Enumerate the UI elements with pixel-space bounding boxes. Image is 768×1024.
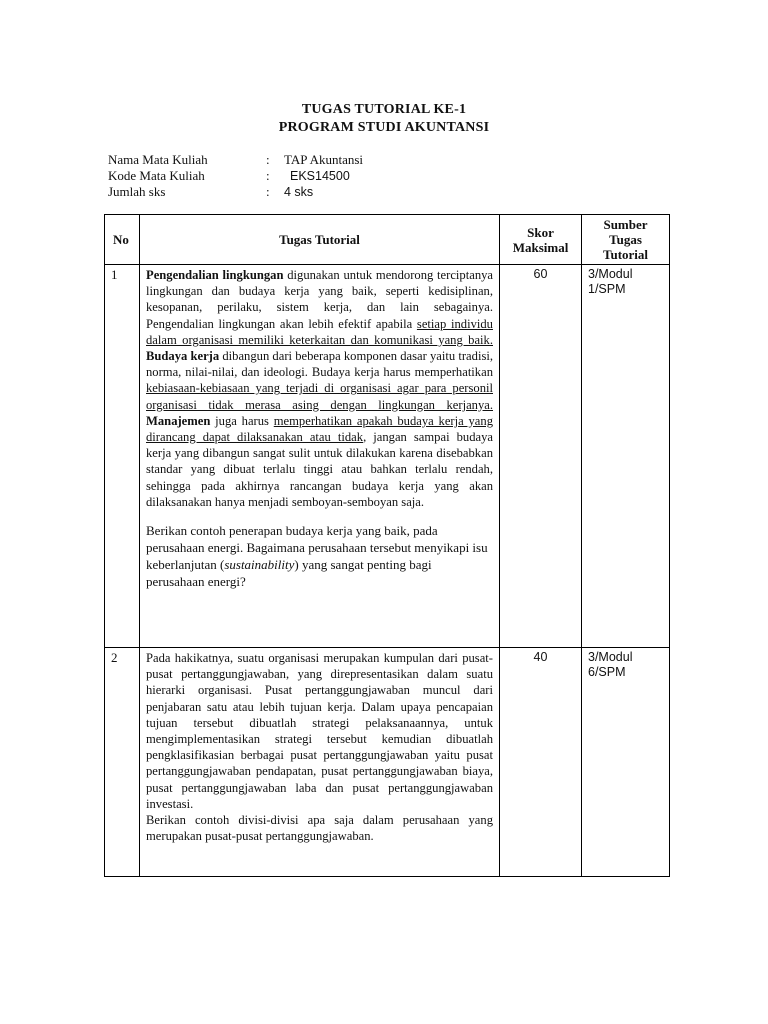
task-description (146, 267, 493, 510)
header-no: No (105, 215, 140, 265)
task-question (146, 522, 493, 590)
underlined-text: setiap individu dalam organisasi memiliki keterkaitan dan komunikasi yang baik. (146, 316, 493, 347)
bold-term: Pengendalian lingkungan (146, 268, 284, 282)
course-name-label: Nama Mata Kuliah (108, 152, 208, 167)
course-name-row (108, 152, 363, 168)
text-run: digunakan untuk mendorong terciptanya lingkungan dan budaya kerja yang baik, seperti kedisiplinan, kesopanan, perilaku, sistem kerja, dan lain sebagainya. Pengendalian lingkungan akan lebih efektif apabila (146, 268, 493, 331)
text-run: dibangun dari beberapa komponen dasar yaitu tradisi, norma, nilai-nilai, dan ideologi. Budaya kerja harus memperhatikan (146, 349, 493, 380)
credits-label: Jumlah sks (108, 184, 166, 199)
task-cell (140, 265, 500, 648)
separator: : (266, 184, 270, 199)
task-question (146, 812, 493, 844)
separator: : (266, 168, 270, 183)
header-max-score: Skor Maksimal (500, 215, 582, 265)
text-run: Pada hakikatnya, suatu organisasi merupakan kumpulan dari pusat-pusat pertanggungjawaban, yang direpresentasikan dalam suatu hierarki organisasi. Pusat pertanggungjawaban muncul dari penjabaran satu atau lebih tujuan kerja. Dalam upaya pencapaian tujuan tersebut dibuatlah strategi pelaksanaannya, untuk mengimplementasikan strategi tersebut kemudian dibuatlah pengklasifikasian berbagai pusat pertanggungjawaban yaitu pusat pertanggungjawaban pendapatan, pusat pertanggungjawaban biaya, pusat pertanggungjawaban laba dan pusat pertanggungjawaban investasi. (146, 651, 493, 811)
task-description (146, 650, 493, 812)
document-title: TUGAS TUTORIAL KE-1 (301, 102, 467, 117)
tutorial-task-table (104, 214, 670, 877)
underlined-text: kebiasaan-kebiasaan yang terjadi di organisasi agar para personil organisasi tidak merasa asing dengan lingkungan kerjanya. (146, 381, 493, 412)
credits-value: 4 sks (284, 185, 314, 199)
row-number: 2 (105, 648, 140, 877)
text-run: Berikan contoh penerapan budaya kerja yang baik, pada perusahaan energi. Bagaimana perusahaan tersebut menyikapi isu keberlanjutan ( (146, 523, 488, 573)
text-run: , jangan sampai budaya kerja yang dibangun sangat sulit untuk dilakukan karena disebabkan standar yang dibuat terlalu tinggi atau bahkan terlalu rendah, sehingga pada akhirnya rancangan budaya kerja yang akan dilaksanakan hanya menjadi semboyan-semboyan saja. (146, 430, 493, 509)
task-source: 3/Modul 6/SPM (582, 648, 670, 877)
task-cell (140, 648, 500, 877)
header-source: Sumber Tugas Tutorial (582, 215, 670, 265)
course-name-value: TAP Akuntansi (284, 152, 364, 167)
separator: : (266, 152, 270, 167)
text-run: ) yang sangat penting bagi perusahaan energi? (146, 557, 432, 590)
task-source: 3/Modul 1/SPM (582, 265, 670, 648)
text-run: Berikan contoh divisi-divisi apa saja dalam perusahaan yang merupakan pusat-pusat pertanggungjawaban. (146, 813, 493, 844)
course-code-label: Kode Mata Kuliah (108, 168, 205, 183)
program-title: PROGRAM STUDI AKUNTANSI (278, 120, 490, 135)
bold-term: Manajemen (146, 413, 211, 428)
course-code-value: EKS14500 (290, 169, 350, 183)
table-row (105, 648, 670, 877)
course-code-row (108, 168, 363, 184)
credits-row (108, 184, 363, 200)
max-score: 40 (500, 648, 582, 877)
italic-term: sustainability (224, 557, 295, 573)
header-task: Tugas Tutorial (140, 215, 500, 265)
course-info (108, 152, 363, 200)
table-row (105, 265, 670, 648)
row-number: 1 (105, 265, 140, 648)
max-score: 60 (500, 265, 582, 648)
table-header-row (105, 215, 670, 265)
bold-term: Budaya kerja (146, 349, 220, 364)
underlined-text: memperhatikan apakah budaya kerja yang dirancang dapat dilaksanakan atau tidak (146, 413, 493, 445)
text-run: juga harus (210, 413, 274, 428)
